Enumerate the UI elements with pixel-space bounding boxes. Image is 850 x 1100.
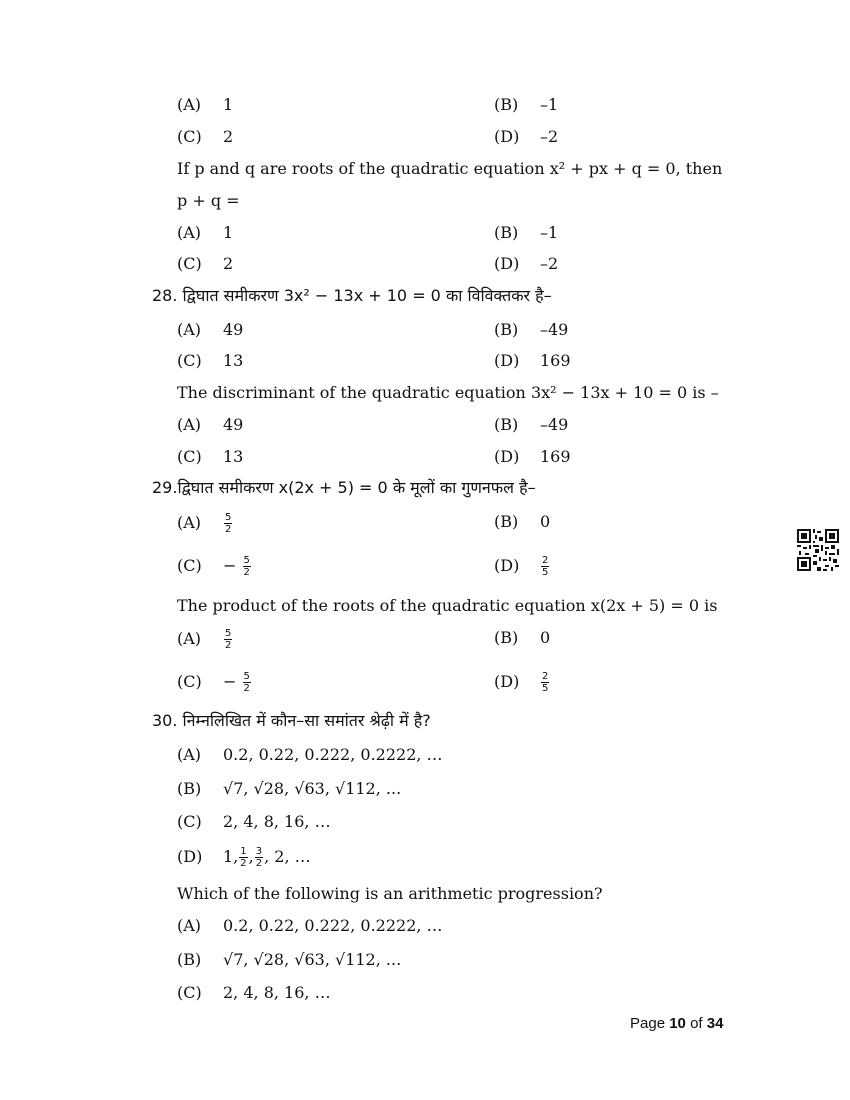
q30-hi-option-a: (A) 0.2, 0.22, 0.222, 0.2222, … <box>177 745 443 764</box>
q29-hi-option-d: (D) $\frac{2}{5}$ <box>494 555 549 578</box>
q29-hi-option-b: (B) 0 <box>494 512 551 531</box>
q30-en-option-a: (A) 0.2, 0.22, 0.222, 0.2222, … <box>177 916 443 935</box>
q30-en-option-b: (B) √7, √28, √63, √112, ... <box>177 950 402 969</box>
q29-hi-option-c: (C) − $\frac{5}{2}$ <box>177 555 250 578</box>
q29-hi-question: 29.द्विघात समीकरण x(2x + 5) = 0 के मूलों का गुणनफल है– <box>152 478 536 497</box>
q29-en-option-c: (C) − $\frac{5}{2}$ <box>177 671 250 694</box>
q27-en-option-c: (C) 2 <box>177 254 234 273</box>
q28-en-option-a: (A) 49 <box>177 415 244 434</box>
q30-en-question: Which of the following is an arithmetic progression? <box>177 884 603 903</box>
q27-en-option-b: (B) –1 <box>494 223 559 242</box>
q28-hi-question: 28. द्विघात समीकरण 3x² − 13x + 10 = 0 का विविक्तकर है– <box>152 286 552 305</box>
fraction: $\frac{2}{5}$ <box>542 671 549 694</box>
q30-hi-question: 30. निम्नलिखित में कौन–सा समांतर श्रेढ़ी में है? <box>152 711 431 730</box>
fraction: $\frac{5}{2}$ <box>243 555 250 578</box>
q28-en-question: The discriminant of the quadratic equation 3x² − 13x + 10 = 0 is – <box>177 383 719 402</box>
q30-hi-option-c: (C) 2, 4, 8, 16, … <box>177 812 331 831</box>
qr-code-icon <box>797 529 839 571</box>
fraction: $\frac{5}{2}$ <box>225 628 232 651</box>
fraction: $\frac{5}{2}$ <box>225 512 232 535</box>
q30-hi-option-d: (D) 1, $\frac{1}{2}$ , $\frac{3}{2}$ , 2, … <box>177 846 311 869</box>
q28-hi-option-b: (B) –49 <box>494 320 569 339</box>
q30-hi-option-b: (B) √7, √28, √63, √112, ... <box>177 779 402 798</box>
q27-en-question-cont: p + q = <box>177 191 240 210</box>
fraction: $\frac{2}{5}$ <box>542 555 549 578</box>
q27-hi-option-d: (D) –2 <box>494 127 559 146</box>
q28-hi-option-c: (C) 13 <box>177 351 244 370</box>
fraction: $\frac{3}{2}$ <box>255 846 263 869</box>
q28-en-option-d: (D) 169 <box>494 447 571 466</box>
q27-en-option-d: (D) –2 <box>494 254 559 273</box>
fraction: $\frac{1}{2}$ <box>240 846 247 869</box>
q27-hi-option-c: (C) 2 <box>177 127 234 146</box>
q29-en-option-a: (A) $\frac{5}{2}$ <box>177 628 232 651</box>
q28-en-option-b: (B) –49 <box>494 415 569 434</box>
q28-en-option-c: (C) 13 <box>177 447 244 466</box>
q27-en-question: If p and q are roots of the quadratic equation x² + px + q = 0, then <box>177 159 723 178</box>
fraction: $\frac{5}{2}$ <box>243 671 250 694</box>
q29-en-question: The product of the roots of the quadratic equation x(2x + 5) = 0 is <box>177 596 718 615</box>
q29-en-option-b: (B) 0 <box>494 628 551 647</box>
q29-hi-option-a: (A) $\frac{5}{2}$ <box>177 512 232 535</box>
q27-hi-option-b: (B) –1 <box>494 95 559 114</box>
q28-hi-option-d: (D) 169 <box>494 351 571 370</box>
q28-hi-option-a: (A) 49 <box>177 320 244 339</box>
q30-en-option-c: (C) 2, 4, 8, 16, … <box>177 983 331 1002</box>
q27-hi-option-a: (A) 1 <box>177 95 234 114</box>
page-number: Page 10 of 34 <box>630 1015 724 1032</box>
q29-en-option-d: (D) $\frac{2}{5}$ <box>494 671 549 694</box>
q27-en-option-a: (A) 1 <box>177 223 234 242</box>
